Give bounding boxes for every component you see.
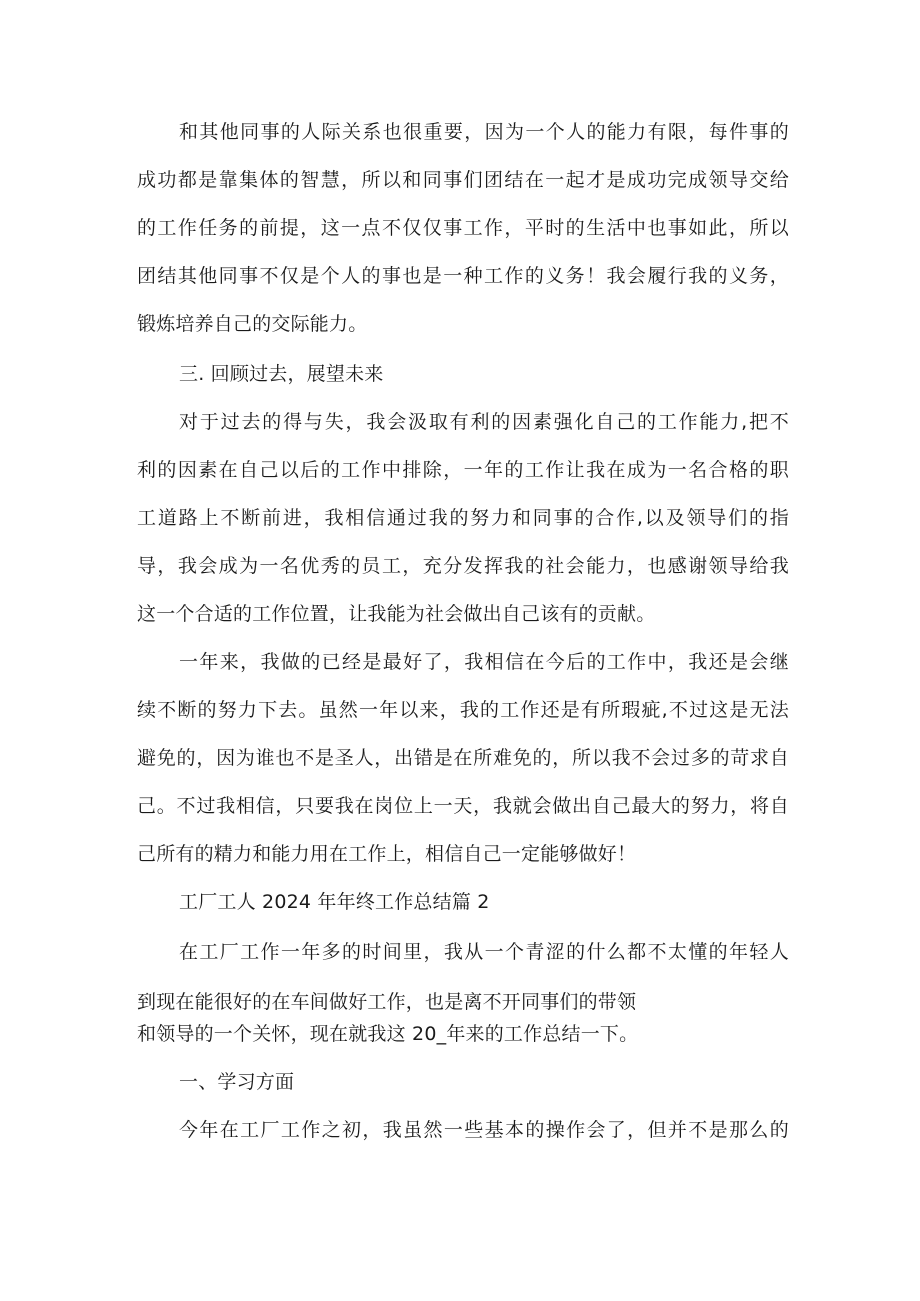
paragraph-line: 一年来，我做的已经是最好了，我相信在今后的工作中，我还是会继 <box>179 651 789 673</box>
paragraph-line: 的工作任务的前提，这一点不仅仅事工作，平时的生活中也事如此，所以 <box>137 217 789 239</box>
paragraph-line: 锻炼培养自己的交际能力。 <box>137 313 368 335</box>
paragraph-line: 团结其他同事不仅是个人的事也是一种工作的义务！我会履行我的义务， <box>137 265 789 287</box>
paragraph-line: 利的因素在自己以后的工作中排除，一年的工作让我在成为一名合格的职 <box>137 459 789 481</box>
paragraph-line: 导，我会成为一名优秀的员工，充分发挥我的社会能力，也感谢领导给我 <box>137 555 789 577</box>
paragraph-line: 对于过去的得与失，我会汲取有利的因素强化自己的工作能力,把不 <box>179 411 789 433</box>
paragraph-line: 工道路上不断前进，我相信通过我的努力和同事的合作,以及领导们的指 <box>137 507 789 529</box>
paragraph-line: 和领导的一个关怀，现在就我这 20_年来的工作总结一下。 <box>137 1023 639 1045</box>
paragraph-line: 这一个合适的工作位置，让我能为社会做出自己该有的贡献。 <box>137 603 656 625</box>
section-heading: 三. 回顾过去，展望未来 <box>179 363 384 385</box>
section-heading: 一、学习方面 <box>179 1071 295 1093</box>
paragraph-line: 己所有的精力和能力用在工作上，相信自己一定能够做好！ <box>137 843 637 865</box>
paragraph-line: 今年在工厂工作之初，我虽然一些基本的操作会了，但并不是那么的 <box>179 1119 789 1141</box>
section-heading: 工厂工人 2024 年年终工作总结篇 2 <box>179 891 490 913</box>
paragraph-line: 和其他同事的人际关系也很重要，因为一个人的能力有限，每件事的 <box>179 121 789 143</box>
paragraph-line: 续不断的努力下去。虽然一年以来，我的工作还是有所瑕疵,不过这是无法 <box>137 699 789 721</box>
paragraph-line: 成功都是靠集体的智慧，所以和同事们团结在一起才是成功完成领导交给 <box>137 169 789 191</box>
paragraph-line: 避免的，因为谁也不是圣人，出错是在所难免的，所以我不会过多的苛求自 <box>137 747 789 769</box>
paragraph-line: 到现在能很好的在车间做好工作，也是离不开同事们的带领 <box>137 991 637 1013</box>
paragraph-line: 己。不过我相信，只要我在岗位上一天，我就会做出自己最大的努力，将自 <box>137 795 789 817</box>
paragraph-line: 在工厂工作一年多的时间里，我从一个青涩的什么都不太懂的年轻人 <box>179 941 789 963</box>
